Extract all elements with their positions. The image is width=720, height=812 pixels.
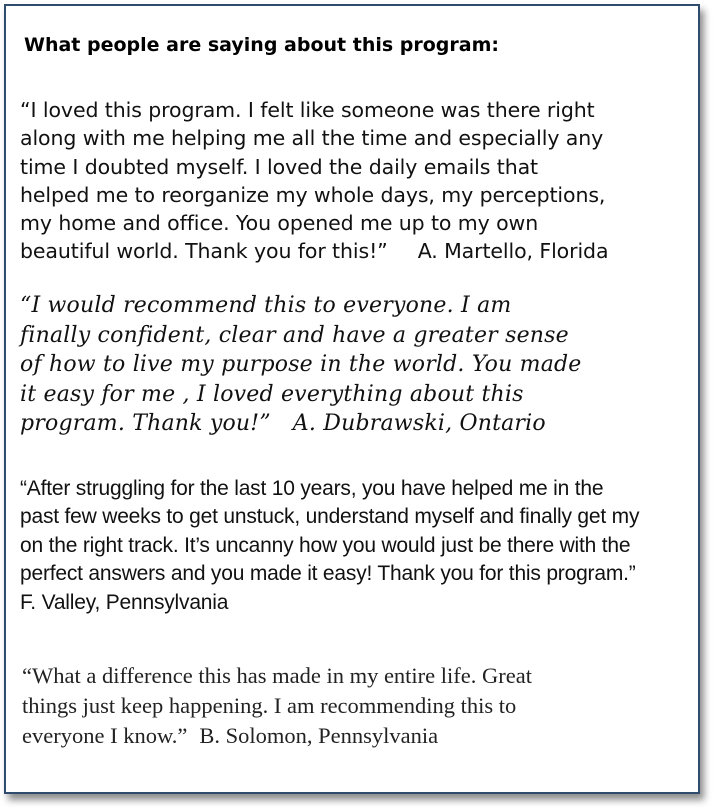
testimonial-author: B. Solomon, Pennsylvania [199,723,439,748]
testimonial-author: A. Martello, Florida [417,239,609,264]
testimonial-line: “What a difference this has made in my entire life. Great [22,663,532,688]
testimonial-line: finally confident, clear and have a greater sense [20,322,569,348]
testimonial-line: helped me to reorganize my whole days, my perceptions, [20,182,606,207]
testimonial-line: past few weeks to get unstuck, understand myself and finally get my [20,505,640,529]
testimonial-line: along with me helping me all the time and especially any [20,126,604,151]
testimonial-line: beautiful world. Thank you for this!” [20,239,388,264]
testimonials-box [4,4,700,794]
testimonial-line: on the right track. It’s uncanny how you would just be there with the [20,533,631,557]
testimonial-author: A. Dubrawski, Ontario [292,411,546,436]
testimonial-solomon [22,661,682,751]
testimonial-line: everyone I know.” [22,723,188,748]
testimonial-line: things just keep happening. I am recommending this to [22,693,517,718]
testimonial-author: F. Valley, Pennsylvania [20,590,229,614]
testimonial-dubrawski [20,291,696,439]
testimonial-martello [20,96,690,266]
testimonial-line: time I doubted myself. I loved the daily emails that [20,154,538,179]
testimonial-line: program. Thank you!” [20,411,271,436]
testimonial-line: perfect answers and you made it easy! Thank you for this program.” [20,562,636,586]
testimonial-line: “I loved this program. I felt like someone was there right [20,98,595,122]
testimonial-line: “After struggling for the last 10 years, you have helped me in the [20,477,604,500]
testimonial-line: my home and office. You opened me up to my own [20,211,539,236]
testimonial-line: “I would recommend this to everyone. I am [20,293,512,318]
section-heading: What people are saying about this program: [24,34,499,56]
testimonial-valley [20,475,692,617]
testimonial-line: it easy for me , I loved everything about this [20,381,524,407]
testimonial-line: of how to live my purpose in the world. You made [20,352,582,377]
